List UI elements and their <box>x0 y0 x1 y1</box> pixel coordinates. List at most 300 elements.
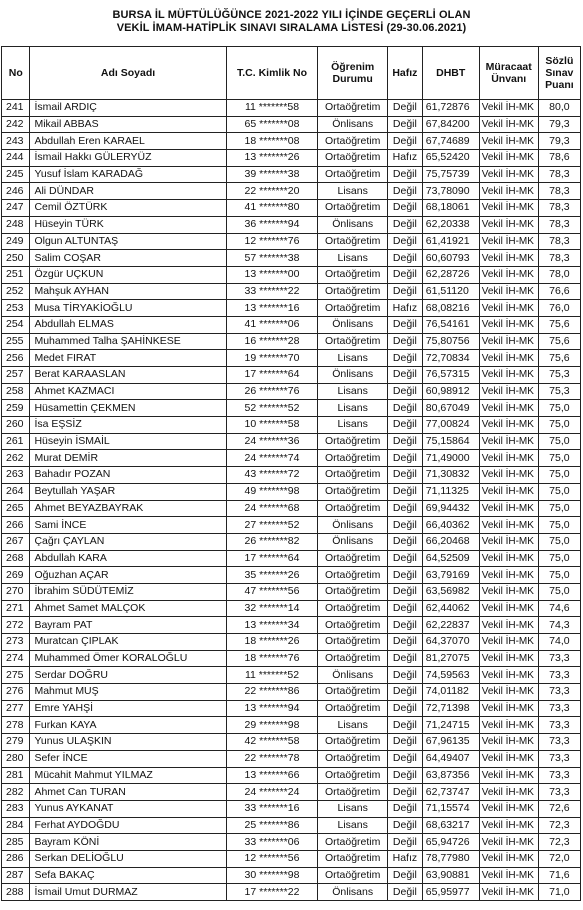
cell-no: 260 <box>2 417 30 434</box>
cell-hafiz: Hafız <box>387 850 422 867</box>
table-row <box>2 300 581 317</box>
cell-dhbt: 60,60793 <box>422 250 479 267</box>
table-row <box>2 450 581 467</box>
table-row <box>2 567 581 584</box>
cell-tc: 10 *******58 <box>226 417 318 434</box>
cell-tc: 47 *******56 <box>226 583 318 600</box>
cell-hafiz: Değil <box>387 650 422 667</box>
cell-no: 261 <box>2 433 30 450</box>
cell-name: Ahmet BEYAZBAYRAK <box>30 500 226 517</box>
cell-name: Mücahit Mahmut YILMAZ <box>30 767 226 784</box>
cell-dhbt: 77,00824 <box>422 417 479 434</box>
cell-dhbt: 63,79169 <box>422 567 479 584</box>
cell-no: 241 <box>2 100 30 117</box>
cell-no: 258 <box>2 383 30 400</box>
cell-hafiz: Değil <box>387 383 422 400</box>
cell-tc: 35 *******26 <box>226 567 318 584</box>
cell-hafiz: Değil <box>387 700 422 717</box>
cell-application: Vekil İH-MK <box>479 433 538 450</box>
cell-tc: 26 *******82 <box>226 533 318 550</box>
cell-application: Vekil İH-MK <box>479 617 538 634</box>
cell-education: Ortaöğretim <box>318 450 388 467</box>
cell-tc: 36 *******94 <box>226 216 318 233</box>
cell-education: Ortaöğretim <box>318 483 388 500</box>
cell-dhbt: 75,75739 <box>422 166 479 183</box>
cell-hafiz: Değil <box>387 784 422 801</box>
cell-score: 72,0 <box>538 850 580 867</box>
cell-name: Beytullah YAŞAR <box>30 483 226 500</box>
cell-dhbt: 65,94726 <box>422 834 479 851</box>
cell-dhbt: 71,49000 <box>422 450 479 467</box>
table-row <box>2 600 581 617</box>
cell-hafiz: Değil <box>387 417 422 434</box>
cell-dhbt: 62,73747 <box>422 784 479 801</box>
cell-name: Ahmet Can TURAN <box>30 784 226 801</box>
cell-hafiz: Hafız <box>387 300 422 317</box>
header-dhbt: DHBT <box>422 47 479 100</box>
cell-education: Lisans <box>318 417 388 434</box>
cell-dhbt: 71,30832 <box>422 467 479 484</box>
cell-hafiz: Değil <box>387 183 422 200</box>
cell-hafiz: Değil <box>387 684 422 701</box>
cell-application: Vekil İH-MK <box>479 884 538 901</box>
table-row <box>2 650 581 667</box>
cell-tc: 22 *******20 <box>226 183 318 200</box>
cell-no: 265 <box>2 500 30 517</box>
cell-education: Ortaöğretim <box>318 583 388 600</box>
cell-education: Ortaöğretim <box>318 467 388 484</box>
cell-no: 267 <box>2 533 30 550</box>
cell-name: Muratcan ÇIPLAK <box>30 634 226 651</box>
table-row <box>2 550 581 567</box>
cell-no: 266 <box>2 517 30 534</box>
cell-education: Önlisans <box>318 216 388 233</box>
cell-application: Vekil İH-MK <box>479 650 538 667</box>
cell-tc: 52 *******52 <box>226 400 318 417</box>
cell-name: Sefa BAKAÇ <box>30 867 226 884</box>
table-row <box>2 350 581 367</box>
table-row <box>2 316 581 333</box>
cell-education: Ortaöğretim <box>318 750 388 767</box>
cell-application: Vekil İH-MK <box>479 150 538 167</box>
cell-dhbt: 64,52509 <box>422 550 479 567</box>
cell-tc: 11 *******58 <box>226 100 318 117</box>
cell-score: 73,3 <box>538 667 580 684</box>
cell-score: 74,0 <box>538 634 580 651</box>
cell-tc: 17 *******64 <box>226 367 318 384</box>
cell-education: Ortaöğretim <box>318 700 388 717</box>
cell-education: Lisans <box>318 717 388 734</box>
table-row <box>2 116 581 133</box>
cell-education: Ortaöğretim <box>318 300 388 317</box>
cell-no: 282 <box>2 784 30 801</box>
document-title <box>0 9 583 35</box>
cell-education: Lisans <box>318 350 388 367</box>
cell-tc: 24 *******74 <box>226 450 318 467</box>
cell-score: 78,3 <box>538 200 580 217</box>
cell-application: Vekil İH-MK <box>479 367 538 384</box>
table-row <box>2 583 581 600</box>
cell-score: 75,0 <box>538 517 580 534</box>
cell-name: Mahşuk AYHAN <box>30 283 226 300</box>
cell-no: 264 <box>2 483 30 500</box>
cell-application: Vekil İH-MK <box>479 100 538 117</box>
cell-education: Önlisans <box>318 884 388 901</box>
cell-no: 257 <box>2 367 30 384</box>
cell-tc: 22 *******78 <box>226 750 318 767</box>
cell-score: 75,3 <box>538 383 580 400</box>
cell-education: Ortaöğretim <box>318 433 388 450</box>
cell-application: Vekil İH-MK <box>479 183 538 200</box>
cell-application: Vekil İH-MK <box>479 850 538 867</box>
cell-education: Ortaöğretim <box>318 200 388 217</box>
cell-dhbt: 62,28726 <box>422 266 479 283</box>
cell-score: 72,3 <box>538 834 580 851</box>
cell-name: Olgun ALTUNTAŞ <box>30 233 226 250</box>
cell-application: Vekil İH-MK <box>479 450 538 467</box>
cell-tc: 13 *******16 <box>226 300 318 317</box>
cell-hafiz: Değil <box>387 567 422 584</box>
cell-education: Ortaöğretim <box>318 550 388 567</box>
cell-score: 75,6 <box>538 316 580 333</box>
cell-score: 75,0 <box>538 417 580 434</box>
cell-dhbt: 66,40362 <box>422 517 479 534</box>
header-tc: T.C. Kimlik No <box>226 47 318 100</box>
cell-education: Ortaöğretim <box>318 850 388 867</box>
cell-no: 251 <box>2 266 30 283</box>
cell-name: Berat KARAASLAN <box>30 367 226 384</box>
cell-hafiz: Değil <box>387 750 422 767</box>
cell-score: 80,0 <box>538 100 580 117</box>
cell-score: 78,0 <box>538 266 580 283</box>
cell-tc: 33 *******06 <box>226 834 318 851</box>
cell-dhbt: 69,94432 <box>422 500 479 517</box>
cell-dhbt: 65,52420 <box>422 150 479 167</box>
cell-hafiz: Değil <box>387 717 422 734</box>
cell-application: Vekil İH-MK <box>479 734 538 751</box>
cell-application: Vekil İH-MK <box>479 817 538 834</box>
cell-application: Vekil İH-MK <box>479 533 538 550</box>
cell-score: 72,3 <box>538 817 580 834</box>
cell-score: 73,3 <box>538 650 580 667</box>
cell-no: 269 <box>2 567 30 584</box>
cell-tc: 24 *******68 <box>226 500 318 517</box>
cell-hafiz: Değil <box>387 667 422 684</box>
table-row <box>2 734 581 751</box>
cell-tc: 18 *******08 <box>226 133 318 150</box>
table-row <box>2 784 581 801</box>
cell-dhbt: 76,54161 <box>422 316 479 333</box>
cell-hafiz: Değil <box>387 350 422 367</box>
cell-no: 278 <box>2 717 30 734</box>
cell-tc: 26 *******76 <box>226 383 318 400</box>
cell-dhbt: 68,18061 <box>422 200 479 217</box>
cell-tc: 41 *******06 <box>226 316 318 333</box>
cell-education: Lisans <box>318 817 388 834</box>
cell-no: 256 <box>2 350 30 367</box>
cell-score: 75,0 <box>538 500 580 517</box>
cell-dhbt: 64,49407 <box>422 750 479 767</box>
cell-application: Vekil İH-MK <box>479 517 538 534</box>
table-row <box>2 233 581 250</box>
cell-application: Vekil İH-MK <box>479 634 538 651</box>
header-no: No <box>2 47 30 100</box>
cell-hafiz: Değil <box>387 517 422 534</box>
cell-no: 284 <box>2 817 30 834</box>
cell-name: Hüseyin İSMAİL <box>30 433 226 450</box>
cell-no: 248 <box>2 216 30 233</box>
cell-name: Musa TİRYAKİOĞLU <box>30 300 226 317</box>
cell-education: Önlisans <box>318 667 388 684</box>
cell-score: 78,6 <box>538 150 580 167</box>
cell-score: 73,3 <box>538 767 580 784</box>
cell-tc: 57 *******38 <box>226 250 318 267</box>
table-row <box>2 850 581 867</box>
cell-dhbt: 71,24715 <box>422 717 479 734</box>
cell-name: İsmail ARDIÇ <box>30 100 226 117</box>
cell-name: Sefer İNCE <box>30 750 226 767</box>
cell-application: Vekil İH-MK <box>479 383 538 400</box>
cell-dhbt: 75,80756 <box>422 333 479 350</box>
cell-score: 75,6 <box>538 350 580 367</box>
cell-application: Vekil İH-MK <box>479 266 538 283</box>
cell-education: Ortaöğretim <box>318 333 388 350</box>
cell-application: Vekil İH-MK <box>479 684 538 701</box>
table-row <box>2 100 581 117</box>
cell-hafiz: Değil <box>387 250 422 267</box>
cell-application: Vekil İH-MK <box>479 700 538 717</box>
cell-dhbt: 81,27075 <box>422 650 479 667</box>
cell-no: 250 <box>2 250 30 267</box>
table-row <box>2 500 581 517</box>
cell-application: Vekil İH-MK <box>479 867 538 884</box>
cell-education: Ortaöğretim <box>318 600 388 617</box>
cell-hafiz: Değil <box>387 583 422 600</box>
cell-education: Ortaöğretim <box>318 617 388 634</box>
table-row <box>2 417 581 434</box>
cell-name: Medet FIRAT <box>30 350 226 367</box>
cell-tc: 12 *******76 <box>226 233 318 250</box>
cell-score: 75,0 <box>538 533 580 550</box>
cell-no: 270 <box>2 583 30 600</box>
cell-tc: 27 *******52 <box>226 517 318 534</box>
table-row <box>2 517 581 534</box>
header-hafiz: Hafız <box>387 47 422 100</box>
table-row <box>2 834 581 851</box>
cell-score: 75,0 <box>538 550 580 567</box>
cell-no: 249 <box>2 233 30 250</box>
cell-application: Vekil İH-MK <box>479 767 538 784</box>
cell-education: Ortaöğretim <box>318 166 388 183</box>
cell-dhbt: 67,84200 <box>422 116 479 133</box>
cell-hafiz: Değil <box>387 734 422 751</box>
table-row <box>2 717 581 734</box>
cell-dhbt: 78,77980 <box>422 850 479 867</box>
cell-score: 71,0 <box>538 884 580 901</box>
table-row <box>2 283 581 300</box>
cell-dhbt: 74,01182 <box>422 684 479 701</box>
cell-application: Vekil İH-MK <box>479 133 538 150</box>
table-row <box>2 383 581 400</box>
cell-hafiz: Değil <box>387 216 422 233</box>
cell-name: Özgür UÇKUN <box>30 266 226 283</box>
cell-score: 78,3 <box>538 216 580 233</box>
cell-tc: 18 *******76 <box>226 650 318 667</box>
cell-dhbt: 63,87356 <box>422 767 479 784</box>
cell-education: Ortaöğretim <box>318 100 388 117</box>
cell-hafiz: Değil <box>387 433 422 450</box>
cell-no: 273 <box>2 634 30 651</box>
cell-dhbt: 72,70834 <box>422 350 479 367</box>
cell-tc: 13 *******94 <box>226 700 318 717</box>
cell-score: 78,3 <box>538 250 580 267</box>
cell-name: Bahadır POZAN <box>30 467 226 484</box>
header-name: Adı Soyadı <box>30 47 226 100</box>
cell-application: Vekil İH-MK <box>479 600 538 617</box>
cell-no: 274 <box>2 650 30 667</box>
table-row <box>2 150 581 167</box>
cell-dhbt: 61,51120 <box>422 283 479 300</box>
table-row <box>2 750 581 767</box>
cell-name: Bayram PAT <box>30 617 226 634</box>
cell-score: 74,6 <box>538 600 580 617</box>
cell-no: 268 <box>2 550 30 567</box>
cell-application: Vekil İH-MK <box>479 283 538 300</box>
cell-no: 246 <box>2 183 30 200</box>
table-row <box>2 884 581 901</box>
cell-education: Ortaöğretim <box>318 500 388 517</box>
cell-application: Vekil İH-MK <box>479 216 538 233</box>
table-row <box>2 433 581 450</box>
cell-dhbt: 62,20338 <box>422 216 479 233</box>
header-education: Öğrenim Durumu <box>318 47 388 100</box>
table-row <box>2 767 581 784</box>
cell-name: Muhammed Ömer KORALOĞLU <box>30 650 226 667</box>
cell-dhbt: 76,57315 <box>422 367 479 384</box>
cell-name: Mahmut MUŞ <box>30 684 226 701</box>
cell-application: Vekil İH-MK <box>479 316 538 333</box>
cell-hafiz: Değil <box>387 834 422 851</box>
cell-education: Ortaöğretim <box>318 634 388 651</box>
cell-name: Yusuf İslam KARADAĞ <box>30 166 226 183</box>
cell-score: 78,3 <box>538 183 580 200</box>
cell-tc: 32 *******14 <box>226 600 318 617</box>
cell-education: Lisans <box>318 383 388 400</box>
cell-score: 79,3 <box>538 133 580 150</box>
cell-tc: 16 *******28 <box>226 333 318 350</box>
cell-no: 247 <box>2 200 30 217</box>
cell-name: Yunus AYKANAT <box>30 800 226 817</box>
cell-no: 252 <box>2 283 30 300</box>
cell-application: Vekil İH-MK <box>479 250 538 267</box>
cell-education: Önlisans <box>318 517 388 534</box>
cell-no: 276 <box>2 684 30 701</box>
cell-hafiz: Değil <box>387 367 422 384</box>
cell-education: Ortaöğretim <box>318 784 388 801</box>
cell-application: Vekil İH-MK <box>479 784 538 801</box>
cell-education: Ortaöğretim <box>318 133 388 150</box>
cell-hafiz: Değil <box>387 400 422 417</box>
cell-tc: 49 *******98 <box>226 483 318 500</box>
table-row <box>2 400 581 417</box>
cell-application: Vekil İH-MK <box>479 750 538 767</box>
cell-no: 245 <box>2 166 30 183</box>
cell-education: Önlisans <box>318 316 388 333</box>
table-row <box>2 367 581 384</box>
cell-hafiz: Değil <box>387 450 422 467</box>
table-row <box>2 800 581 817</box>
cell-score: 73,3 <box>538 734 580 751</box>
cell-application: Vekil İH-MK <box>479 483 538 500</box>
cell-education: Lisans <box>318 183 388 200</box>
cell-tc: 13 *******26 <box>226 150 318 167</box>
table-row <box>2 483 581 500</box>
cell-score: 78,3 <box>538 166 580 183</box>
cell-application: Vekil İH-MK <box>479 500 538 517</box>
cell-application: Vekil İH-MK <box>479 417 538 434</box>
cell-hafiz: Değil <box>387 800 422 817</box>
cell-tc: 13 *******66 <box>226 767 318 784</box>
cell-score: 75,0 <box>538 567 580 584</box>
cell-no: 254 <box>2 316 30 333</box>
cell-education: Ortaöğretim <box>318 767 388 784</box>
cell-dhbt: 64,37070 <box>422 634 479 651</box>
cell-hafiz: Değil <box>387 316 422 333</box>
cell-application: Vekil İH-MK <box>479 583 538 600</box>
cell-education: Ortaöğretim <box>318 834 388 851</box>
cell-no: 285 <box>2 834 30 851</box>
cell-no: 259 <box>2 400 30 417</box>
cell-education: Ortaöğretim <box>318 233 388 250</box>
cell-no: 243 <box>2 133 30 150</box>
cell-no: 281 <box>2 767 30 784</box>
cell-tc: 33 *******22 <box>226 283 318 300</box>
cell-tc: 65 *******08 <box>226 116 318 133</box>
cell-dhbt: 74,59563 <box>422 667 479 684</box>
cell-hafiz: Değil <box>387 533 422 550</box>
cell-name: Abdullah ELMAS <box>30 316 226 333</box>
cell-no: 255 <box>2 333 30 350</box>
cell-tc: 41 *******80 <box>226 200 318 217</box>
cell-tc: 30 *******98 <box>226 867 318 884</box>
cell-dhbt: 71,11325 <box>422 483 479 500</box>
cell-name: Mikail ABBAS <box>30 116 226 133</box>
cell-tc: 22 *******86 <box>226 684 318 701</box>
cell-hafiz: Değil <box>387 767 422 784</box>
cell-education: Lisans <box>318 400 388 417</box>
table-row <box>2 684 581 701</box>
cell-name: Abdullah KARA <box>30 550 226 567</box>
cell-dhbt: 68,08216 <box>422 300 479 317</box>
cell-name: Emre YAHŞİ <box>30 700 226 717</box>
cell-tc: 24 *******36 <box>226 433 318 450</box>
cell-education: Önlisans <box>318 116 388 133</box>
cell-education: Lisans <box>318 250 388 267</box>
cell-no: 272 <box>2 617 30 634</box>
cell-education: Ortaöğretim <box>318 150 388 167</box>
table-row <box>2 533 581 550</box>
cell-hafiz: Değil <box>387 634 422 651</box>
cell-application: Vekil İH-MK <box>479 400 538 417</box>
table-row <box>2 200 581 217</box>
cell-score: 72,6 <box>538 800 580 817</box>
cell-name: İbrahim SÜDÜTEMİZ <box>30 583 226 600</box>
table-row <box>2 634 581 651</box>
cell-name: Ali DÜNDAR <box>30 183 226 200</box>
cell-no: 275 <box>2 667 30 684</box>
cell-education: Ortaöğretim <box>318 684 388 701</box>
cell-no: 262 <box>2 450 30 467</box>
